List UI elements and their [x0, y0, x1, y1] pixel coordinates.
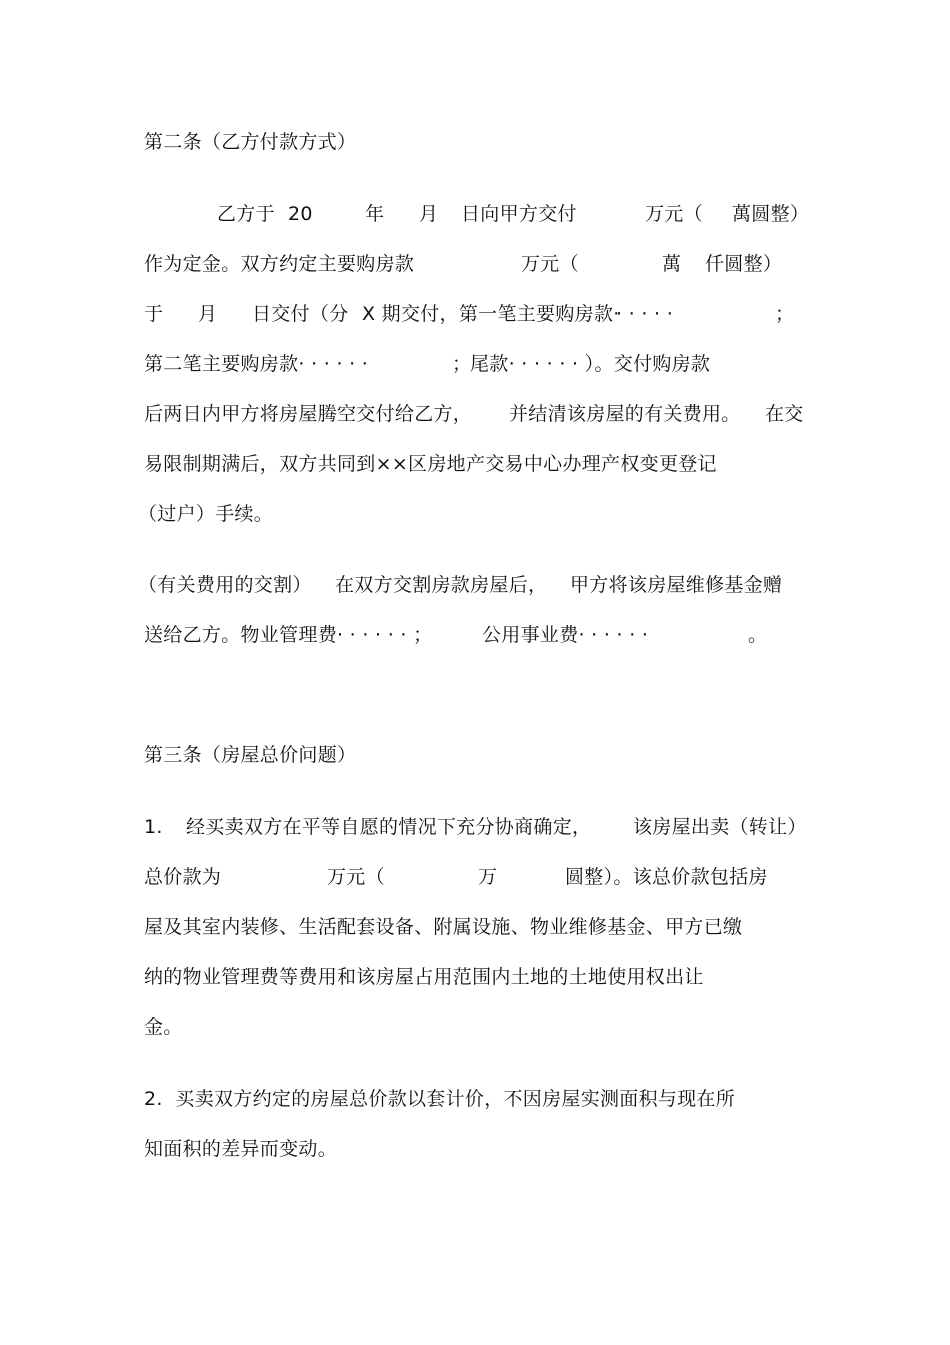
text-segment: ；	[452, 353, 472, 375]
text-segment: 该房屋出卖（转让）	[633, 816, 807, 838]
text-segment: 月	[198, 303, 218, 325]
article-3-item-1-line-4	[0, 962, 704, 992]
text-segment: 金。	[144, 1016, 183, 1038]
article-2-para-1-line-1	[0, 199, 810, 229]
text-segment: 日交付（分	[252, 303, 349, 325]
text-segment: 易限制期满后，双方共同到××区房地产交易中心办理产权变更登记	[144, 453, 717, 475]
text-segment: X 期交付，第一笔主要购房款·	[362, 303, 620, 325]
text-segment: 知面积的差异而变动。	[144, 1138, 338, 1160]
text-segment: 公用事业费· · · · · ·	[482, 624, 649, 646]
text-segment: 第二笔主要购房款· · · · · ·	[144, 353, 369, 375]
text-segment: 总价款为	[144, 866, 222, 888]
article-2-para-1-line-4	[0, 349, 711, 379]
text-segment: ；	[775, 303, 795, 325]
text-segment: 仟圆整）	[705, 253, 783, 275]
text-segment: 萬	[662, 253, 682, 275]
text-segment: 纳的物业管理费等费用和该房屋占用范围内土地的土地使用权出让	[144, 966, 704, 988]
text-segment: · · · · ·	[616, 303, 674, 325]
text-segment: 乙方于	[217, 203, 275, 225]
text-segment: 年	[365, 203, 385, 225]
article-3-item-1-line-5	[0, 1012, 183, 1042]
text-segment: 万元（	[521, 253, 579, 275]
text-segment: 2. 买卖双方约定的房屋总价款以套计价，不因房屋实测面积与现在所	[144, 1088, 736, 1110]
article-2-para-1-line-7	[0, 499, 274, 529]
article-2-para-1-line-5	[0, 399, 804, 429]
text-segment: 于	[144, 303, 164, 325]
text-segment: 万	[478, 866, 498, 888]
article-2-para-2-line-1	[0, 570, 783, 600]
text-segment: 万元（	[645, 203, 703, 225]
text-segment: 作为定金。双方约定主要购房款	[144, 253, 415, 275]
article-2-para-2-line-2	[0, 620, 768, 650]
text-segment: 萬圆整）	[732, 203, 810, 225]
text-segment: 万元（	[327, 866, 385, 888]
text-segment: 并结清该房屋的有关费用。	[509, 403, 741, 425]
article-3-item-2-line-1	[0, 1084, 736, 1114]
article-2-para-1-line-2	[0, 249, 783, 279]
item-number: 1.	[144, 816, 163, 838]
text-segment: （过户）手续。	[138, 503, 274, 525]
article-3-item-1-line-1	[0, 812, 807, 842]
article-3-item-1-line-3	[0, 912, 743, 942]
text-segment: 甲方将该房屋维修基金赠	[570, 574, 783, 596]
text-segment: 尾款· · · · · · ）。交付购房款	[470, 353, 711, 375]
heading-text: 第二条（乙方付款方式）	[144, 131, 357, 153]
text-segment: （有关费用的交割）	[138, 574, 312, 596]
text-segment: 圆整）。该总价款包括房	[565, 866, 768, 888]
article-3-heading	[0, 740, 357, 770]
heading-text: 第三条（房屋总价问题）	[144, 744, 357, 766]
text-segment: 日向甲方交付	[461, 203, 577, 225]
text-segment: 在交	[765, 403, 804, 425]
text-segment: 在双方交割房款房屋后，	[335, 574, 548, 596]
article-2-para-1-line-6	[0, 449, 717, 479]
article-2-heading	[0, 127, 357, 157]
article-2-para-1-line-3	[0, 299, 795, 329]
text-segment: 20	[288, 203, 313, 225]
text-segment: 送给乙方。物业管理费· · · · · · ；	[144, 624, 433, 646]
article-3-item-2-line-2	[0, 1134, 338, 1164]
text-segment: 。	[748, 624, 768, 646]
article-3-item-1-line-2	[0, 862, 768, 892]
text-segment: 后两日内甲方将房屋腾空交付给乙方，	[144, 403, 473, 425]
text-segment: 屋及其室内装修、生活配套设备、附属设施、物业维修基金、甲方已缴	[144, 916, 743, 938]
text-segment: 月	[419, 203, 439, 225]
text-segment: 经买卖双方在平等自愿的情况下充分协商确定，	[186, 816, 592, 838]
